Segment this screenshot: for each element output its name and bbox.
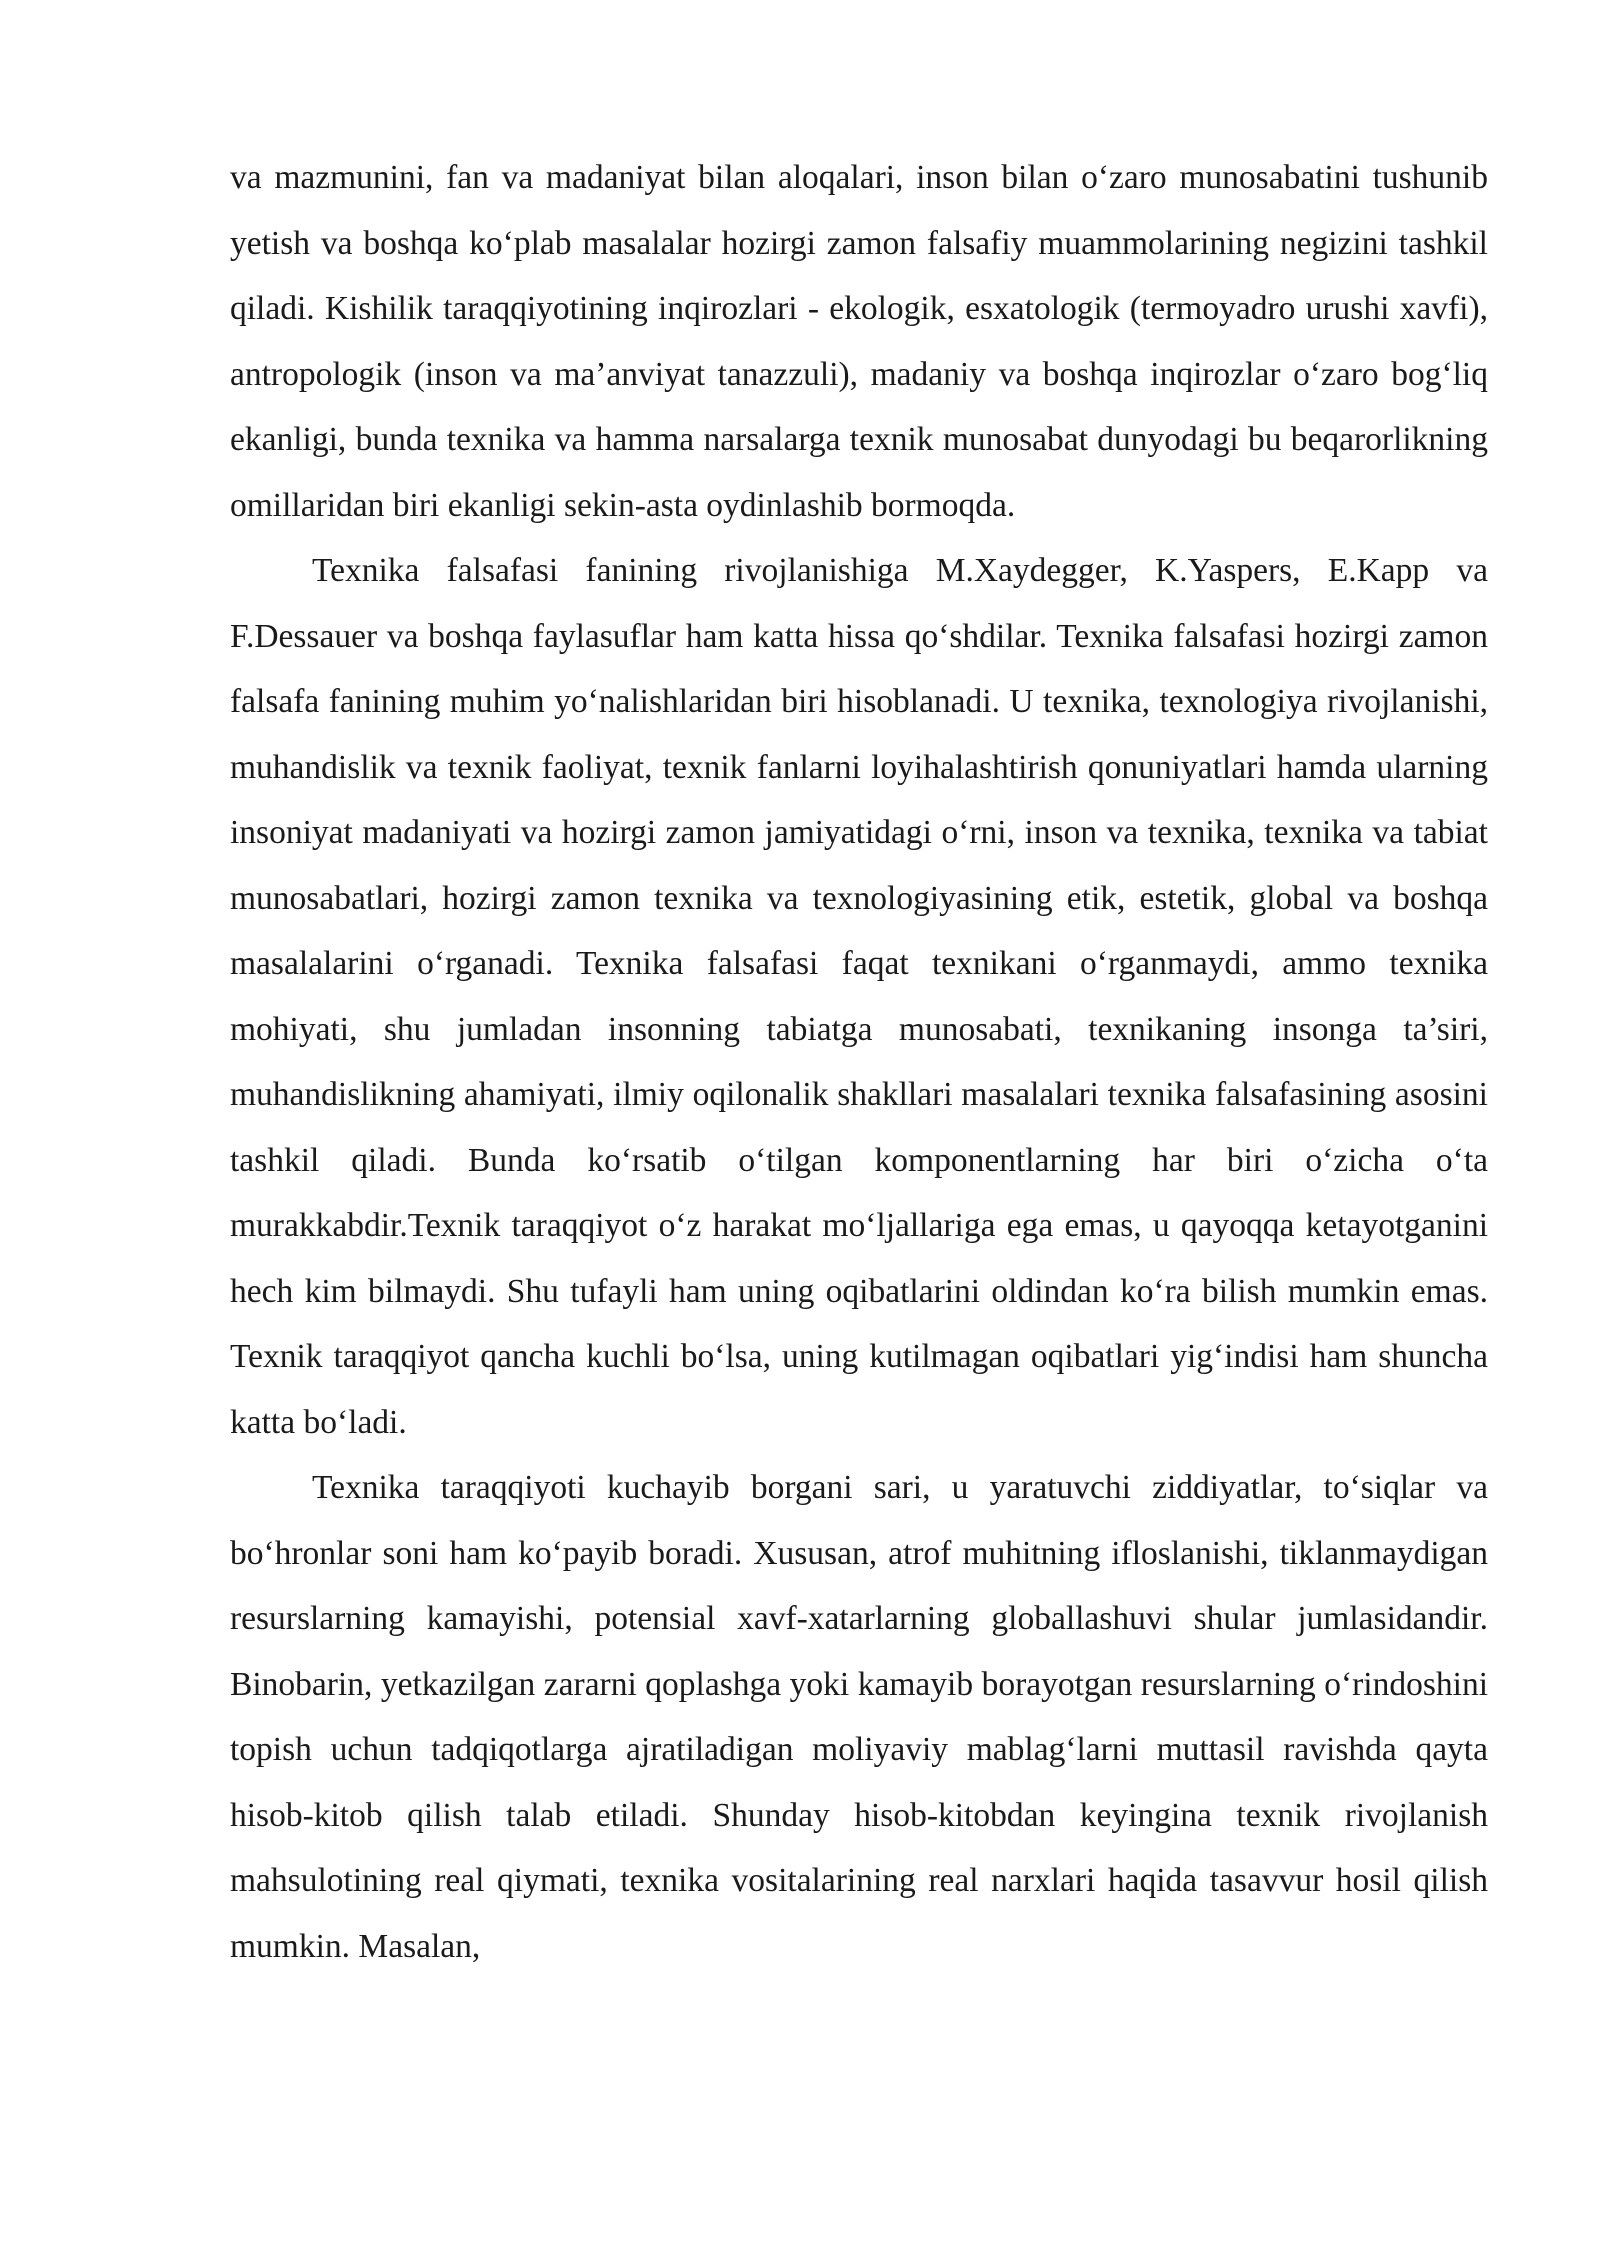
document-body [230,145,1488,1979]
paragraph-1: va mazmunini, fan va madaniyat bilan aloqalari, inson bilan o‘zaro munosabatini tushunib yetish va boshqa ko‘plab masalalar hozirgi zamon falsafiy muammolarining negizini tashkil qiladi. Kishilik taraqqiyotining inqirozlari - ekologik, esxatologik (termoyadro urushi xavfi), antropologik (inson va ma’anviyat tanazzuli), madaniy va boshqa inqirozlar o‘zaro bog‘liq ekanligi, bunda texnika va hamma narsalarga texnik munosabat dunyodagi bu beqarorlikning omillaridan biri ekanligi sekin-asta oydinlashib bormoqda. [230,159,1488,524]
paragraph-3: Texnika taraqqiyoti kuchayib borgani sari, u yaratuvchi ziddiyatlar, to‘siqlar va bo‘hronlar soni ham ko‘payib boradi. Xususan, atrof muhitning ifloslanishi, tiklanmaydigan resurslarning kamayishi, potensial xavf-xatarlarning globallashuvi shular jumlasidandir. Binobarin, yetkazilgan zararni qoplashga yoki kamayib borayotgan resurslarning o‘rindoshini topish uchun tadqiqotlarga ajratiladigan moliyaviy mablag‘larni muttasil ravishda qayta hisob-kitob qilish talab etiladi. Shunday hisob-kitobdan keyingina texnik rivojlanish mahsulotining real qiymati, texnika vositalarining real narxlari haqida tasavvur hosil qilish mumkin. Masalan, [230,1469,1488,1965]
paragraph-2: Texnika falsafasi fanining rivojlanishiga M.Xaydegger, K.Yaspers, E.Kapp va F.Dessauer va boshqa faylasuflar ham katta hissa qo‘shdilar. Texnika falsafasi hozirgi zamon falsafa fanining muhim yo‘nalishlaridan biri hisoblanadi. U texnika, texnologiya rivojlanishi, muhandislik va texnik faoliyat, texnik fanlarni loyihalashtirish qonuniyatlari hamda ularning insoniyat madaniyati va hozirgi zamon jamiyatidagi o‘rni, inson va texnika, texnika va tabiat munosabatlari, hozirgi zamon texnika va texnologiyasining etik, estetik, global va boshqa masalalarini o‘rganadi. Texnika falsafasi faqat texnikani o‘rganmaydi, ammo texnika mohiyati, shu jumladan insonning tabiatga munosabati, texnikaning insonga ta’siri, muhandislikning ahamiyati, ilmiy oqilonalik shakllari masalalari texnika falsafasining asosini tashkil qiladi. Bunda ko‘rsatib o‘tilgan komponentlarning har biri o‘zicha o‘ta murakkabdir.Texnik taraqqiyot o‘z harakat mo‘ljallariga ega emas, u qayoqqa ketayotganini hech kim bilmaydi. Shu tufayli ham uning oqibatlarini oldindan ko‘ra bilish mumkin emas. Texnik taraqqiyot qancha kuchli bo‘lsa, uning kutilmagan oqibatlari yig‘indisi ham shuncha katta bo‘ladi. [230,552,1488,1441]
